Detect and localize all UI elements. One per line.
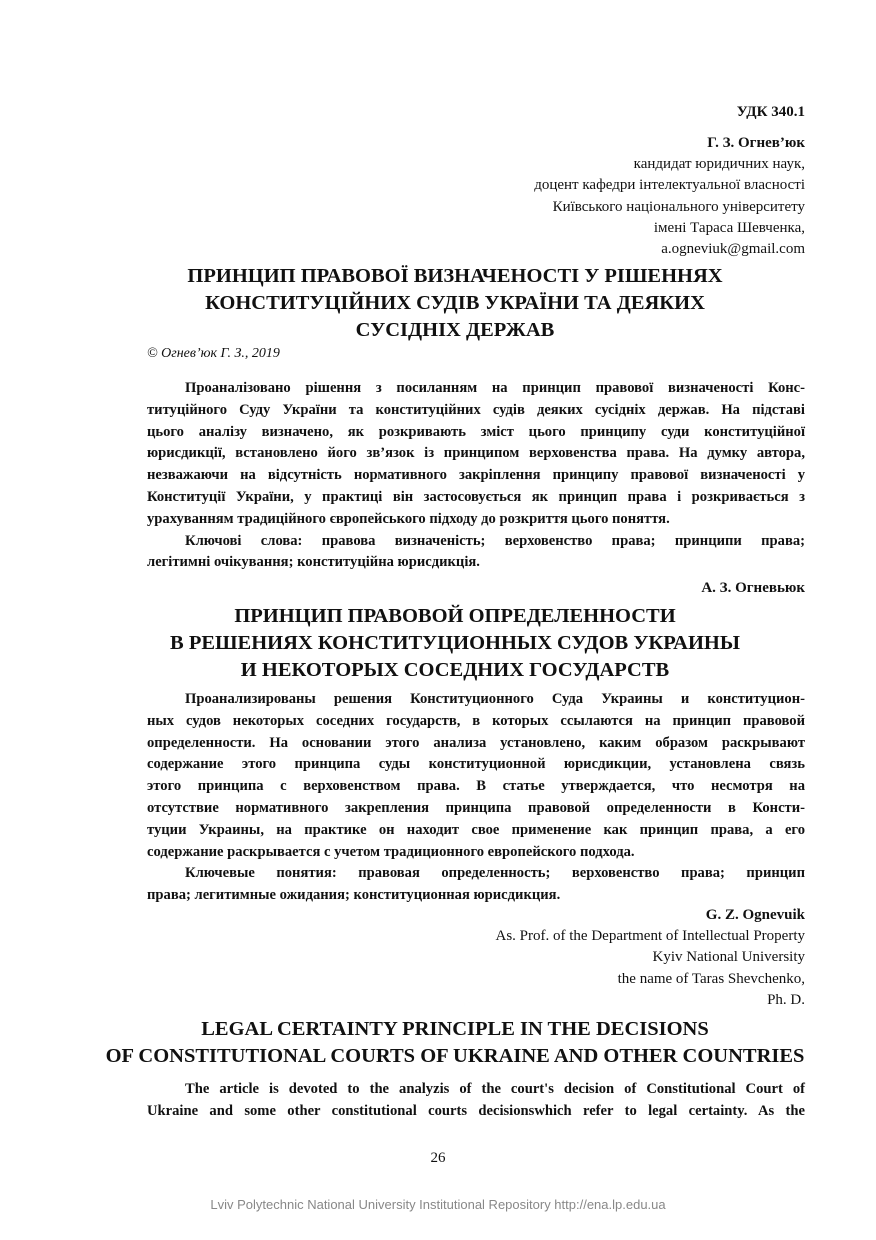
title-ru: ПРИНЦИП ПРАВОВОЙ ОПРЕДЕЛЕННОСТИ В РЕШЕНИЯХ КОНСТИТУЦИОННЫХ СУДОВ УКРАИНЫ И НЕКОТОРЫХ СОСЕДНИХ ГОСУДАРСТВ [170,605,740,681]
keywords-ua: Ключові слова: правова визначеність; верховенство права; принципи права; [185,532,805,549]
copyright: © Огнев’юк Г. З., 2019 [147,346,280,361]
author-ua: Г. З. Огнев’юк [707,135,805,151]
page-number: 26 [430,1150,446,1166]
affiliation-line: Київського національного університету [552,198,805,215]
abstract-en: The article is devoted to the analyzis of the court's decision of Constitutional Court of Ukraine and some other constitutional courts decisionswhich refer to legal certainty. As the [147,1081,805,1119]
udc-code: УДК 340.1 [736,104,805,120]
affiliation-line: кандидат юридичних наук, [633,156,805,172]
abstract-ua: Проаналізовано рішення з посиланням на принцип правової визначеності Конс- титуційного Суду України та конституційних судів деяких сусідніх держав. На підставі цього аналізу визначено, як розкривають зміст цього принципу суди конституційної юрисдикції, встановлено його зв’язок із принципом верховенства права. На думку автора, незважаючи на відсутність нормативного закріплення принципу правової визначеності у Конституції України, у практиці він застосовується як принцип права і розкривається з урахуванням традиційного європейського підходу до розкриття цього поняття. Ключові слова: правова визначеність; верховенство права; принципи права; легітимні очікування; конституційна юрисдикція. [147,380,805,571]
affiliation-en: As. Prof. of the Department of Intellectual Property Kyiv National University the name of Taras Shevchenko, Ph. D. [495,928,805,1008]
title-en: LEGAL CERTAINTY PRINCIPLE IN THE DECISIONS OF CONSTITUTIONAL COURTS OF UKRAINE AND OTHER COUNTRIES [105,1018,805,1067]
author-email: a.ogneviuk@gmail.com [661,241,805,258]
author-en: G. Z. Ognevuik [705,907,805,923]
title-ua: ПРИНЦИП ПРАВОВОЇ ВИЗНАЧЕНОСТІ У РІШЕННЯХ КОНСТИТУЦІЙНИХ СУДІВ УКРАЇНИ ТА ДЕЯКИХ СУСІДНІХ ДЕРЖАВ [187,265,723,341]
affiliation-ua [534,154,805,260]
keywords-ru: Ключевые понятия: правовая определенность; верховенство права; принцип [185,865,805,882]
affiliation-line: доцент кафедри інтелектуальної власності [534,177,805,194]
author-ru: А. З. Огневьюк [701,580,805,596]
abstract-ru: Проанализированы решения Конституционного Суда Украины и конституцион- ных судов некоторых соседних государств, в которых ссылаются на принцип правовой определенности. На основании этого анализа установлено, каким образом раскрывают содержание этого принципа суды конституционной юрисдикции, установлена связь этого принципа с верховенством права. В статье утверждается, что несмотря на отсутствие нормативного закрепления принципа правовой определенности в Консти- туции Украины, на практике он находит свое применение как принцип права, а его содержание раскрывается с учетом традиционного европейского подхода. Ключевые понятия: правовая определенность; верховенство права; принцип права; легитимные ожидания; конституционная юрисдикция. [147,691,805,904]
repository-footer: Lviv Polytechnic National University Institutional Repository http://ena.lp.edu.ua [210,1197,666,1212]
affiliation-line: імені Тараса Шевченка, [653,219,805,236]
